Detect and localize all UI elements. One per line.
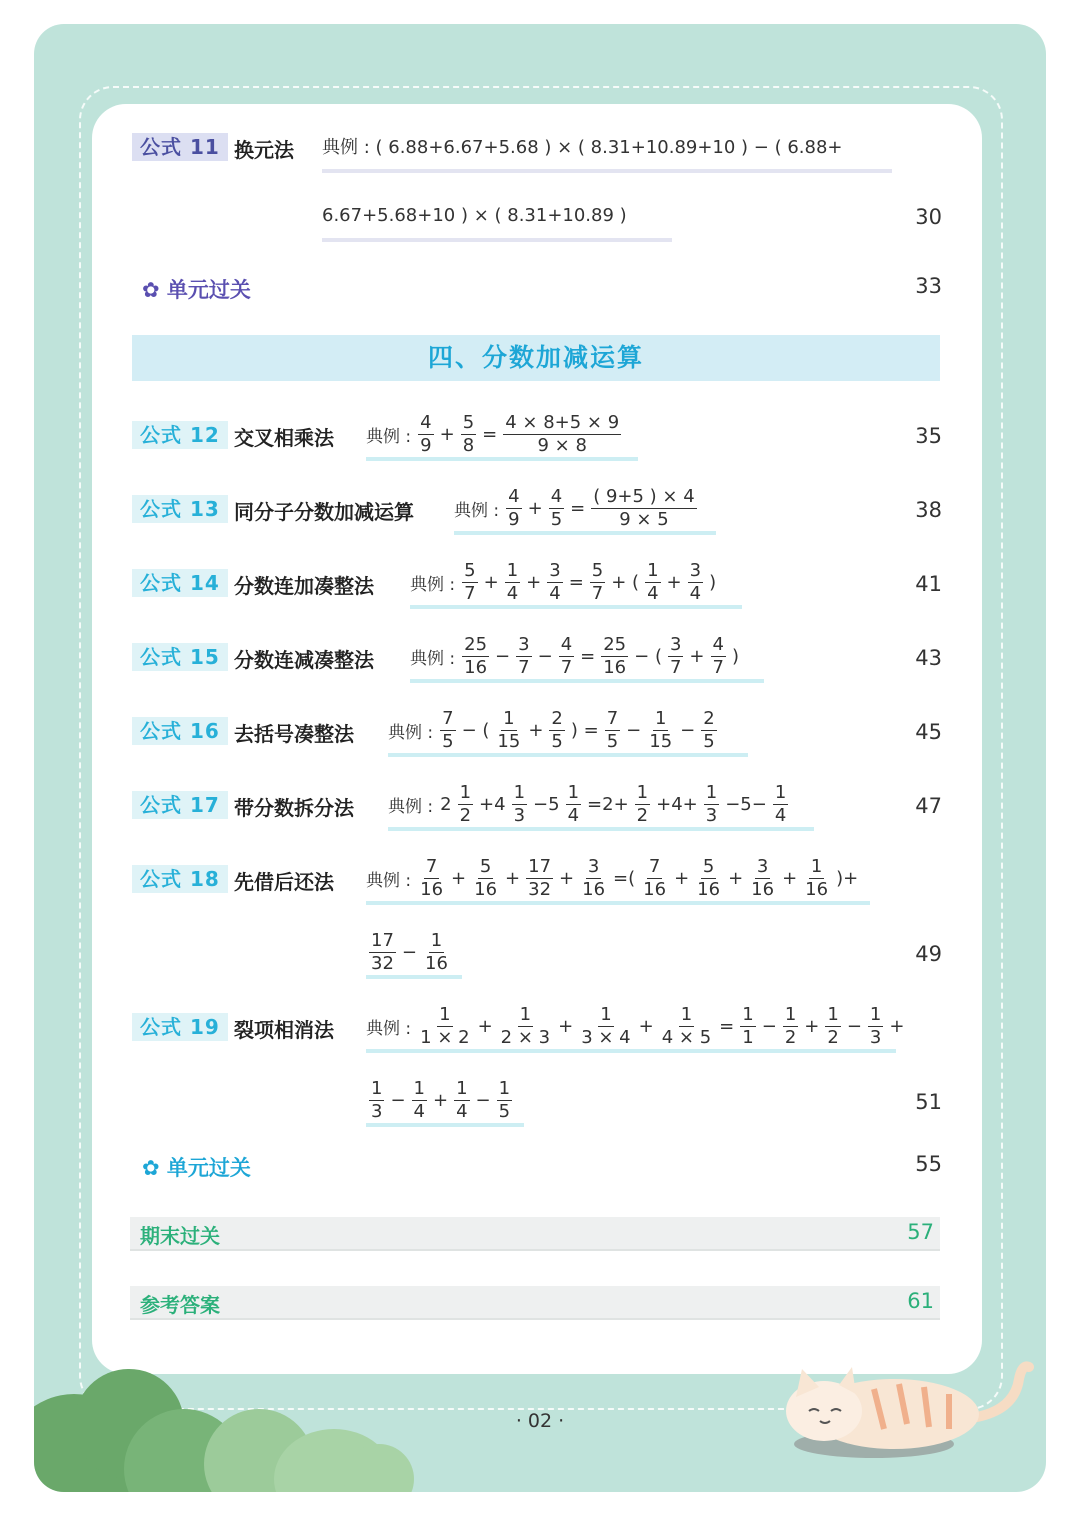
toc-row-11[interactable]: [132, 123, 942, 173]
example-text: 6.67+5.68+10 ) × ( 8.31+10.89 ): [322, 204, 627, 226]
toc-row-16[interactable]: [132, 707, 942, 757]
answers-text: 参考答案: [140, 1293, 220, 1317]
example-lead: 典例 :: [388, 722, 434, 743]
formula-label: 公式 17: [132, 791, 228, 819]
formula-name: 去括号凑整法: [234, 722, 354, 746]
cat-illustration: [764, 1339, 1034, 1479]
page-number: 61: [907, 1289, 934, 1313]
formula-label: 公式 13: [132, 495, 228, 523]
formula-label: 公式 15: [132, 643, 228, 671]
page-number: 55: [915, 1152, 942, 1176]
formula-name: 同分子分数加减运算: [234, 500, 414, 524]
page-number: 43: [915, 646, 942, 670]
formula-label: 公式 18: [132, 865, 228, 893]
example-formula: 典例 : 2 $\frac{1}{2}$ +4 $\frac{1}{3}$ −5 $\frac{1}{4}$ =2+ $\frac{1}{2}$ +4+ $\frac{1}{3}$ −5− $\frac{1}{4}$: [388, 781, 814, 831]
example-lead: 典例 :: [366, 1018, 412, 1039]
example-formula: 典例 : $\frac{4}{9}$ + $\frac{5}{8}$ = $\frac{4 \times 8+5 \times 9}{9 \times 8}$: [366, 411, 638, 461]
toc-row-18[interactable]: [132, 855, 942, 905]
flower-icon: ✿: [142, 278, 160, 302]
example-lead: 典例 :: [454, 500, 500, 521]
flower-icon: ✿: [142, 1156, 160, 1180]
answers-link[interactable]: [130, 1286, 940, 1320]
formula-name: 先借后还法: [234, 870, 334, 894]
toc-row-11-cont[interactable]: [132, 192, 942, 242]
page-number: 33: [915, 274, 942, 298]
example-formula-line-1: 典例 : $\frac{1}{1 \times 2}$ + $\frac{1}{2 \times 3}$ + $\frac{1}{3 \times 4}$ + $\frac{1}{4 \times 5}$ = $\frac{1}{1}$ − $\frac{1}{2}$ + $\frac{1}{2}$ − $\frac{1}{3}$ +: [366, 1003, 896, 1053]
formula-label: 公式 14: [132, 569, 228, 597]
formula-name: 带分数拆分法: [234, 796, 354, 820]
page-number: 41: [915, 572, 942, 596]
page-frame: [34, 24, 1046, 1492]
example-lead: 典例 :: [388, 796, 434, 817]
example-lead: 典例 :: [410, 574, 456, 595]
example-formula: 典例 : $\frac{4}{9}$ + $\frac{4}{5}$ = $\frac{( 9+5 ) \times 4}{9 \times 5}$: [454, 485, 716, 535]
unit-review-link[interactable]: [142, 1152, 251, 1182]
toc-row-19[interactable]: [132, 1003, 942, 1053]
page-number: 38: [915, 498, 942, 522]
page-number: 35: [915, 424, 942, 448]
formula-name: 交叉相乘法: [234, 426, 334, 450]
example-line-1: [322, 123, 892, 173]
final-review-text: 期末过关: [140, 1224, 220, 1248]
toc-row-12[interactable]: [132, 411, 942, 461]
example-line-2: [322, 192, 672, 242]
example-lead: 典例 :: [410, 648, 456, 669]
page-number: 30: [915, 205, 942, 229]
unit-review-text: 单元过关: [166, 278, 251, 302]
formula-label: 公式 16: [132, 717, 228, 745]
page-footer-number: · 02 ·: [515, 1410, 565, 1432]
example-formula: 典例 : $\frac{25}{16}$ − $\frac{3}{7}$ − $\frac{4}{7}$ = $\frac{25}{16}$ − ( $\frac{3}{7}$ + $\frac{4}{7}$ ): [410, 633, 764, 683]
toc-row-17[interactable]: [132, 781, 942, 831]
formula-name: 分数连减凑整法: [234, 648, 374, 672]
example-text: 典例 : ( 6.88+6.67+5.68 ) × ( 8.31+10.89+10 ) − ( 6.88+: [322, 137, 843, 158]
toc-row-13[interactable]: [132, 485, 942, 535]
example-formula-line-2: $\frac{17}{32}$ − $\frac{1}{16}$: [366, 929, 462, 979]
page-number: 45: [915, 720, 942, 744]
formula-name: 分数连加凑整法: [234, 574, 374, 598]
page-number: 49: [915, 942, 942, 966]
formula-name: 换元法: [234, 138, 294, 162]
toc-row-14[interactable]: [132, 559, 942, 609]
unit-review-link[interactable]: [142, 274, 251, 304]
example-lead: 典例 :: [366, 870, 412, 891]
example-formula: 典例 : $\frac{5}{7}$ + $\frac{1}{4}$ + $\frac{3}{4}$ = $\frac{5}{7}$ + ( $\frac{1}{4}$ + $\frac{3}{4}$ ): [410, 559, 742, 609]
page-number: 51: [915, 1090, 942, 1114]
fraction-numerator: ( 9+5 ) × 4: [593, 485, 695, 507]
formula-label: 公式 19: [132, 1013, 228, 1041]
toc-row-19-cont[interactable]: [132, 1077, 942, 1127]
formula-label: 公式 11: [132, 133, 228, 161]
page-number: 57: [907, 1220, 934, 1244]
unit-review-text: 单元过关: [166, 1156, 251, 1180]
final-review-link[interactable]: [130, 1217, 940, 1251]
toc-row-18-cont[interactable]: [132, 929, 942, 979]
page-number: 47: [915, 794, 942, 818]
formula-label: 公式 12: [132, 421, 228, 449]
toc-row-15[interactable]: [132, 633, 942, 683]
formula-name: 裂项相消法: [234, 1018, 334, 1042]
example-formula: 典例 : $\frac{7}{5}$ − ( $\frac{1}{15}$ + $\frac{2}{5}$ ) = $\frac{7}{5}$ − $\frac{1}{15}$ − $\frac{2}{5}$: [388, 707, 748, 757]
example-lead: 典例 :: [366, 426, 412, 447]
example-formula-line-2: $\frac{1}{3}$ − $\frac{1}{4}$ + $\frac{1}{4}$ − $\frac{1}{5}$: [366, 1077, 524, 1127]
example-formula-line-1: 典例 : $\frac{7}{16}$ + $\frac{5}{16}$ + $\frac{17}{32}$ + $\frac{3}{16}$ =( $\frac{7}{16}$ + $\frac{5}{16}$ + $\frac{3}{16}$ + $\frac{1}{16}$ )+: [366, 855, 870, 905]
section-title: 四、分数加减运算: [132, 335, 940, 381]
